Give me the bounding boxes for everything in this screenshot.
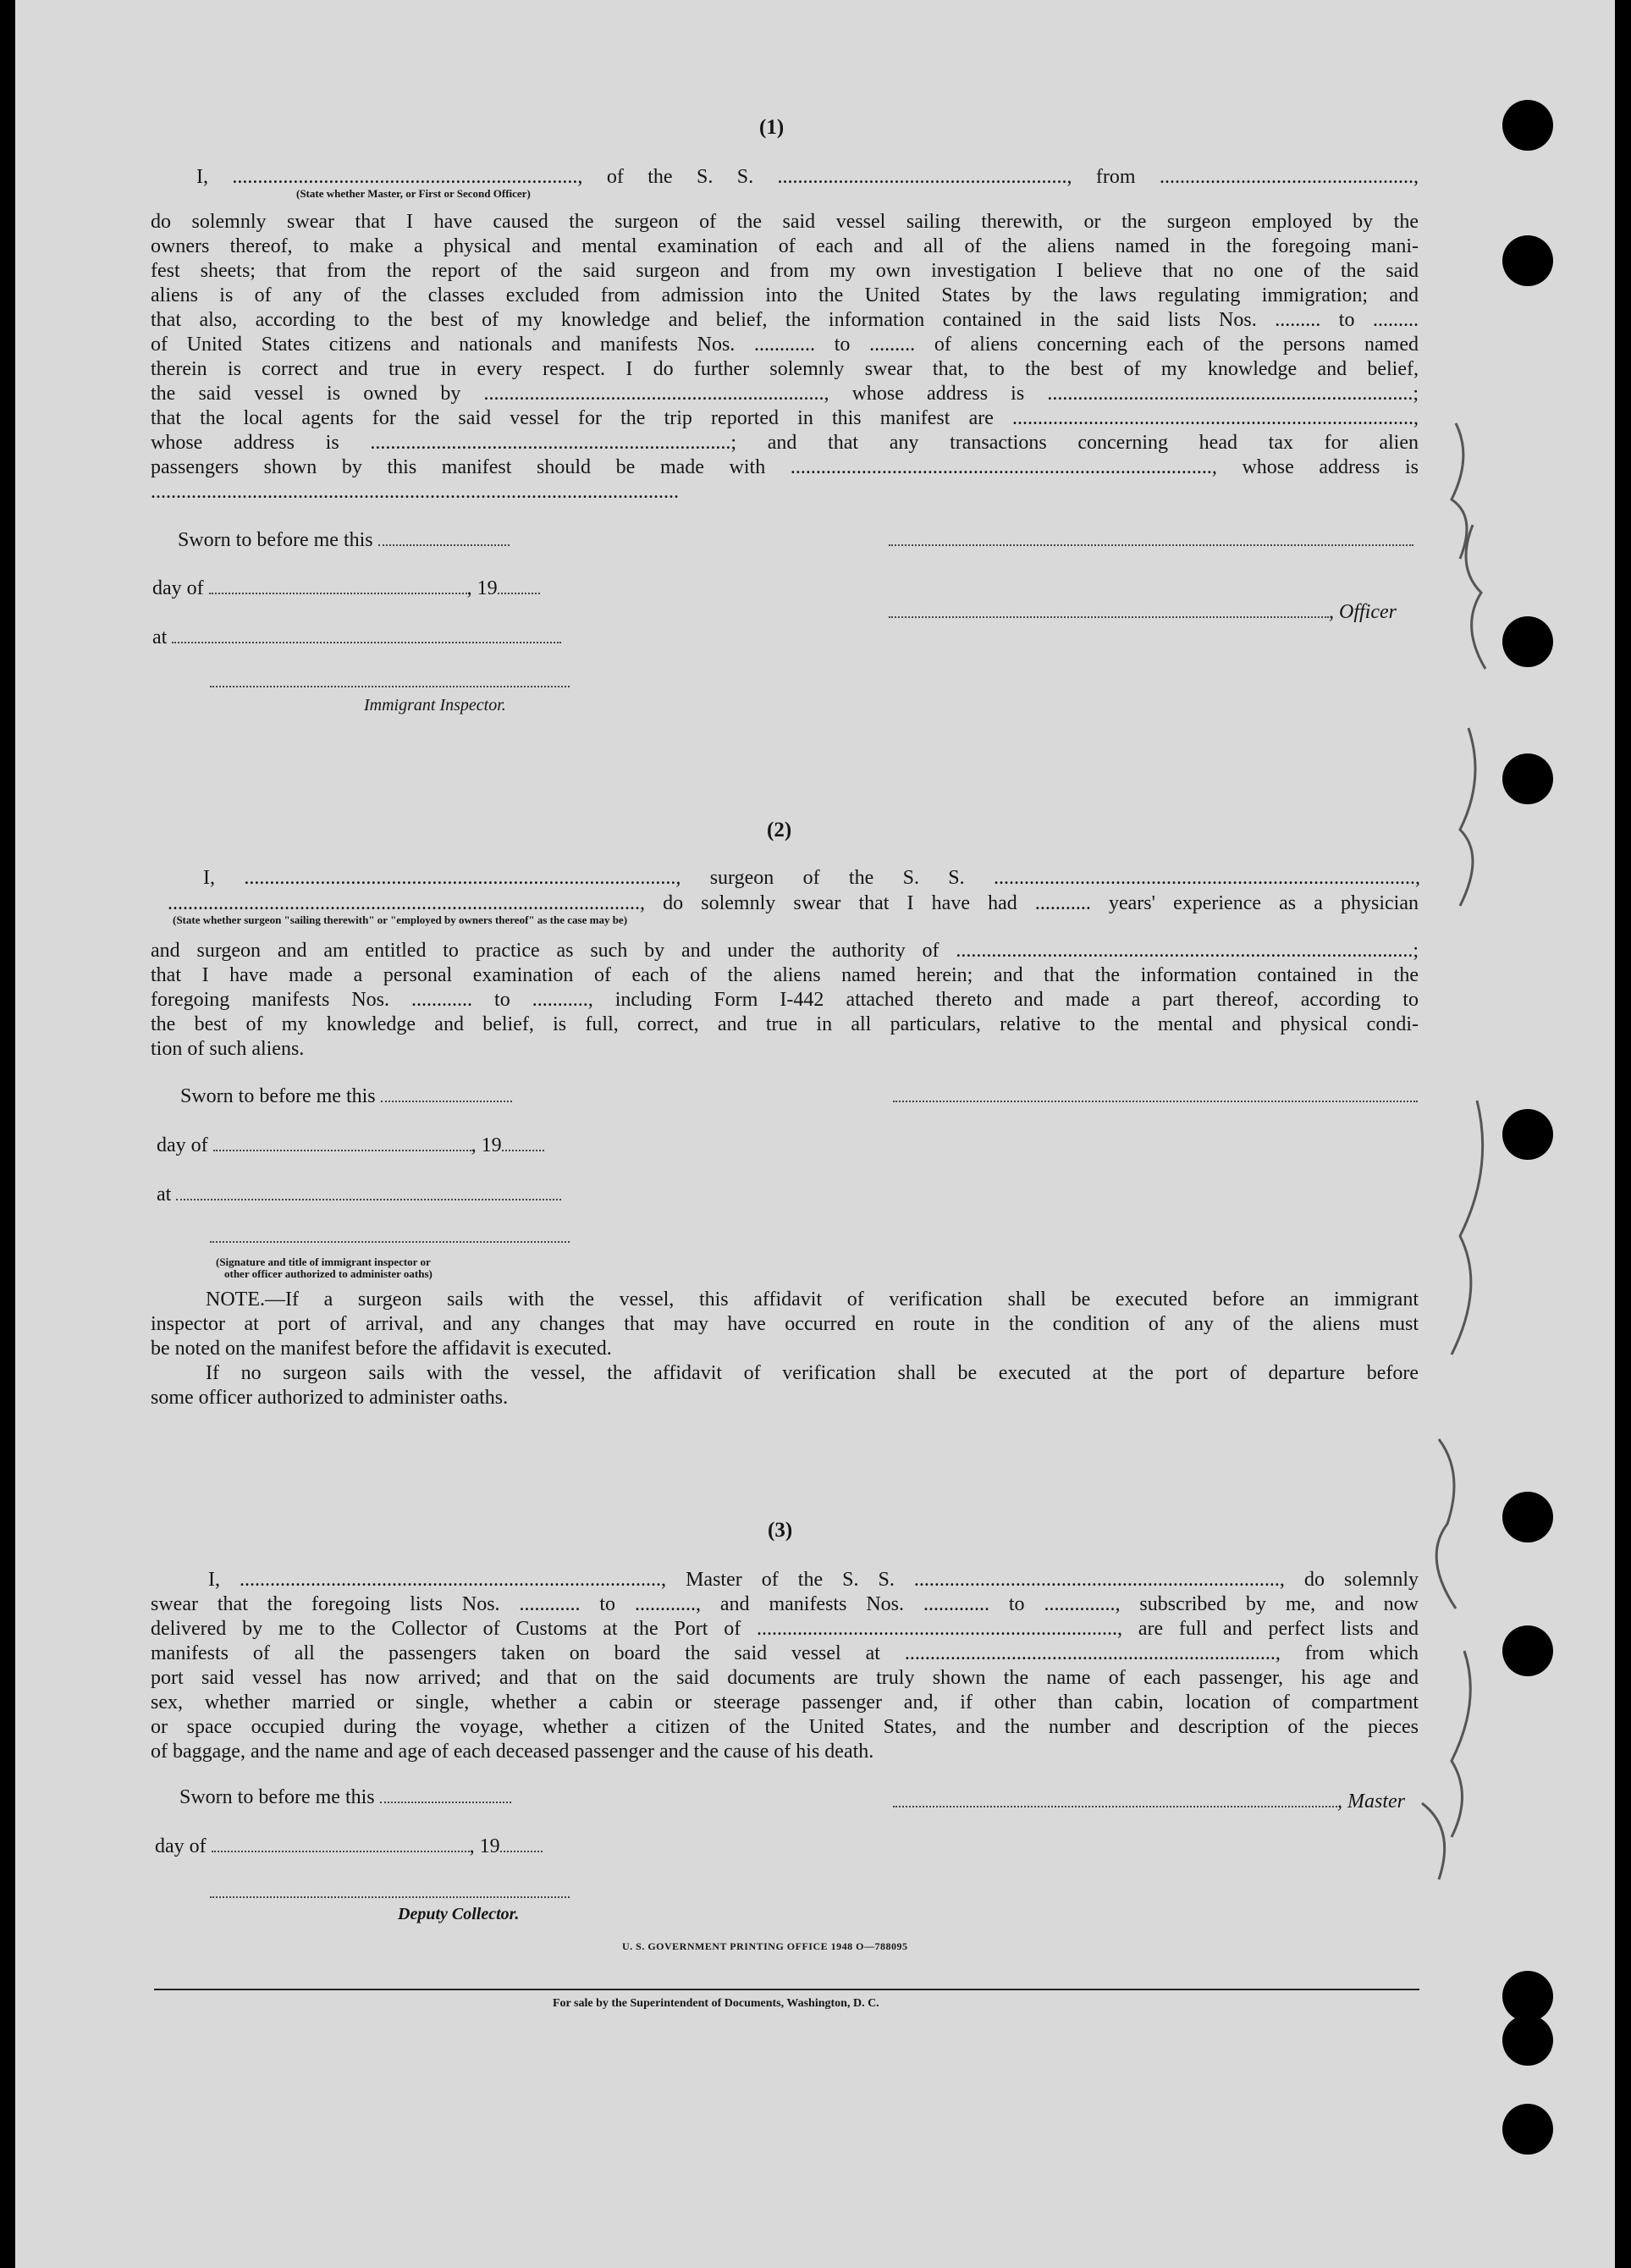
punch-hole [1502, 616, 1553, 667]
day-label: day of [155, 1835, 207, 1857]
sworn-blank[interactable] [380, 1786, 511, 1803]
officer-blank-1[interactable] [889, 529, 1413, 552]
section-3-number: (3) [768, 1519, 793, 1542]
section-2-day [157, 1134, 544, 1157]
section-2-officer-blank[interactable] [893, 1085, 1418, 1108]
note-line-1: NOTE.—If a surgeon sails with the vessel, this affidavit of verification shall be executed before an immigrant [206, 1289, 1419, 1311]
at-blank[interactable] [172, 626, 561, 643]
punch-hole [1502, 235, 1553, 286]
section-1-line-1: I, ...................................................................., of the S. S. ........................................................., from .................................................., [196, 166, 1419, 188]
section-2-body-2: that I have made a personal examination of each of the aliens named herein; and that the information contained in the [151, 964, 1419, 986]
year-prefix: , 19 [466, 577, 498, 599]
section-1-body-4: aliens is of any of the classes excluded from admission into the United States by the laws regulating immigration; and [151, 284, 1419, 306]
deputy-collector-label: Deputy Collector. [398, 1905, 520, 1923]
sworn-label: Sworn to before me this [179, 1786, 375, 1808]
day-label: day of [152, 577, 204, 599]
note-line-3: be noted on the manifest before the affidavit is executed. [151, 1338, 612, 1360]
officer-blank-2[interactable] [889, 601, 1329, 618]
section-1-body-2: owners thereof, to make a physical and mental examination of each and all of the aliens named in the foregoing mani- [151, 235, 1419, 257]
master-signature [893, 1791, 1405, 1813]
sworn-label: Sworn to before me this [180, 1085, 376, 1107]
note-line-2: inspector at port of arrival, and any changes that may have occurred en route in the condition of any of the aliens must [151, 1313, 1419, 1335]
sworn-blank[interactable] [378, 529, 510, 546]
section-2-sig-caption-1: (Signature and title of immigrant inspector or [216, 1255, 431, 1268]
immigrant-inspector-label: Immigrant Inspector. [364, 696, 506, 715]
section-2-sworn [180, 1085, 512, 1108]
punch-hole [1502, 1492, 1553, 1542]
day-blank[interactable] [212, 1835, 470, 1852]
day-blank[interactable] [213, 1134, 471, 1151]
section-2-body-1: and surgeon and am entitled to practice as such by and under the authority of ..........................................................................................; [151, 940, 1419, 962]
section-2-line-1: I, ....................................................................................., surgeon of the S. S. ..................................................................................., [203, 867, 1420, 889]
section-1-body-5: that also, according to the best of my knowledge and belief, the information contained in the said lists Nos. ......... to ......... [151, 309, 1419, 331]
section-1-body-3: fest sheets; that from the report of the said surgeon and from my own investigation I believe that no one of the said [151, 260, 1419, 282]
year-prefix: , 19 [471, 1134, 502, 1156]
section-1-number: (1) [759, 116, 785, 139]
punch-hole [1502, 2015, 1553, 2066]
section-2-body-4: the best of my knowledge and belief, is full, correct, and true in all particulars, relative to the mental and physical condi- [151, 1013, 1419, 1035]
section-2-caption: (State whether surgeon "sailing therewith" or "employed by owners thereof" as the case may be) [173, 913, 628, 926]
day-label: day of [157, 1134, 208, 1156]
at-label: at [152, 626, 168, 648]
section-2-body-3: foregoing manifests Nos. ............ to ..........., including Form I-442 attached thereto and made a part thereof, according to [151, 989, 1419, 1011]
section-1-body-10: whose address is .......................................................................; and that any transactions concerning head tax for alien [151, 432, 1419, 454]
section-1-day [152, 577, 540, 600]
year-blank[interactable] [498, 577, 540, 594]
section-2-signature-line[interactable] [210, 1226, 570, 1249]
section-3-body-7: or space occupied during the voyage, whether a citizen of the United States, and the number and description of the pieces [151, 1716, 1419, 1738]
day-blank[interactable] [209, 577, 467, 594]
note-line-5: some officer authorized to administer oaths. [151, 1387, 509, 1409]
section-3-body-1: I, ..................................................................................., Master of the S. S. ........................................................................, do solemnly [208, 1569, 1419, 1591]
section-2-at [157, 1184, 561, 1206]
section-1-sworn [178, 529, 510, 552]
section-1-at [152, 626, 561, 649]
year-blank[interactable] [500, 1835, 543, 1852]
footer-text: For sale by the Superintendent of Documents, Washington, D. C. [553, 1997, 879, 2010]
master-blank[interactable] [893, 1791, 1337, 1807]
section-1-body-11: passengers shown by this manifest should be made with ..................................................................................., whose address is [151, 456, 1419, 478]
officer-signature [889, 601, 1397, 624]
year-prefix: , 19 [469, 1835, 500, 1857]
section-3-day [155, 1835, 543, 1858]
section-3-body-4: manifests of all the passengers taken on board the said vessel at ........................................................................., from which [151, 1642, 1419, 1664]
section-2-sig-caption-2: other officer authorized to administer oaths) [224, 1267, 433, 1280]
section-1-body-8: the said vessel is owned by ..................................................................., whose address is ........................................................................; [151, 383, 1419, 405]
note-line-4: If no surgeon sails with the vessel, the affidavit of verification shall be executed at the port of departure before [206, 1362, 1419, 1384]
section-3-body-8: of baggage, and the name and age of each deceased passenger and the cause of his death. [151, 1741, 874, 1763]
at-label: at [157, 1184, 172, 1206]
section-3-body-5: port said vessel has now arrived; and that on the said documents are truly shown the name of each passenger, his age and [151, 1667, 1419, 1689]
section-2-body-5: tion of such aliens. [151, 1038, 305, 1060]
punch-hole [1502, 2104, 1553, 2155]
at-blank[interactable] [176, 1184, 561, 1200]
section-1-caption: (State whether Master, or First or Second Officer) [296, 187, 531, 200]
punch-hole [1502, 1971, 1553, 2022]
section-3-sworn [179, 1786, 511, 1809]
punch-hole [1502, 100, 1553, 151]
master-label: , Master [1337, 1791, 1405, 1813]
year-blank[interactable] [502, 1134, 544, 1151]
section-3-body-3: delivered by me to the Collector of Customs at the Port of ......................................................................., are full and perfect lists and [151, 1618, 1419, 1640]
sworn-label: Sworn to before me this [178, 529, 373, 551]
section-1-inspector-line[interactable] [210, 670, 570, 693]
section-2-number: (2) [767, 819, 792, 842]
section-3-deputy-line[interactable] [210, 1881, 570, 1904]
punch-hole [1502, 753, 1553, 804]
punch-hole [1502, 1109, 1553, 1160]
punch-hole [1502, 1625, 1553, 1676]
section-1-body-9: that the local agents for the said vessel for the trip reported in this manifest are ..............................................................................., [151, 407, 1419, 429]
sworn-blank[interactable] [381, 1085, 512, 1102]
printing-office-line: U. S. GOVERNMENT PRINTING OFFICE 1948 O—788095 [622, 1940, 908, 1952]
section-3-body-2: swear that the foregoing lists Nos. ............ to ............, and manifests Nos. ............. to .............., subscribed by me, and now [151, 1593, 1419, 1615]
section-1-body-12: ........................................................................................................ [151, 481, 679, 503]
footer-rule [154, 1989, 1419, 1990]
section-1-body-6: of United States citizens and nationals and manifests Nos. ............ to ......... of aliens concerning each of the persons named [151, 334, 1419, 356]
section-2-line-2: ............................................................................................., do solemnly swear that I have had ........... years' experience as a physician [168, 892, 1419, 914]
section-1-body-7: therein is correct and true in every respect. I do further solemnly swear that, to the best of my knowledge and belief, [151, 358, 1419, 380]
section-1-body-1: do solemnly swear that I have caused the surgeon of the said vessel sailing therewith, or the surgeon employed by the [151, 211, 1419, 233]
section-3-body-6: sex, whether married or single, whether a cabin or steerage passenger and, if other than cabin, location of compartment [151, 1691, 1419, 1713]
officer-label: , Officer [1329, 601, 1397, 623]
